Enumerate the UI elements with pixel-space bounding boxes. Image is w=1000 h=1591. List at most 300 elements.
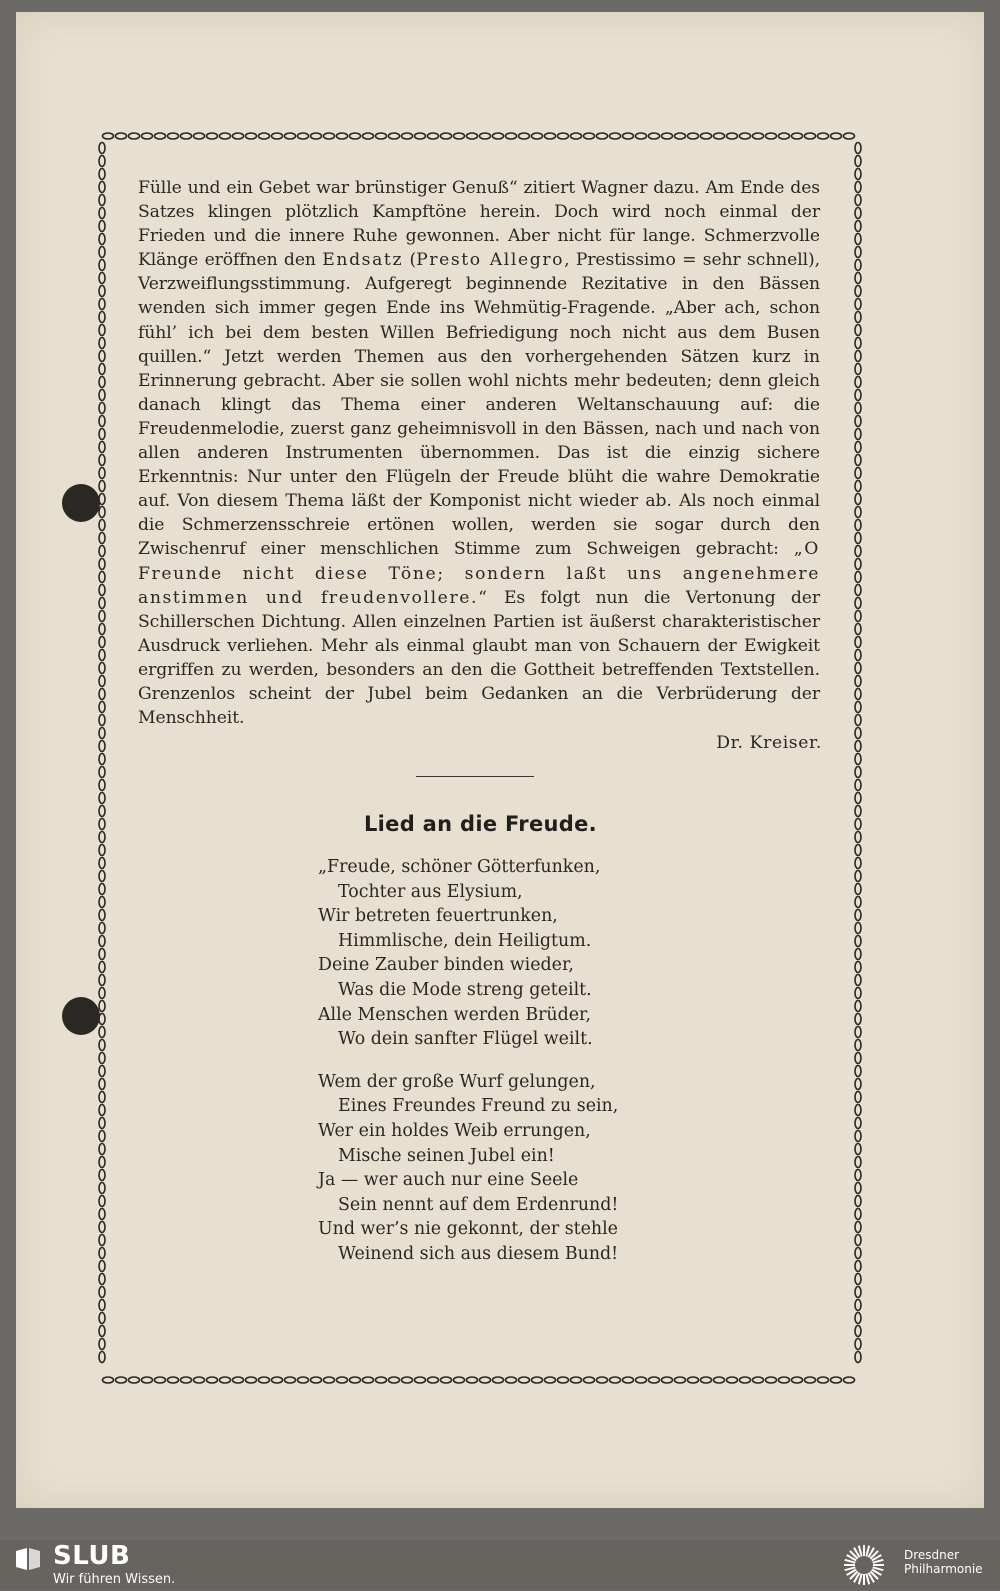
border-chain-link — [844, 1377, 855, 1383]
border-chain-link — [855, 247, 861, 258]
border-chain-link — [99, 1339, 105, 1350]
border-chain-link — [99, 767, 105, 778]
border-chain-link — [99, 377, 105, 388]
logo-ray — [873, 1567, 884, 1570]
border-chain-link — [855, 442, 861, 453]
border-chain-link — [855, 650, 861, 661]
border-chain-link — [99, 650, 105, 661]
border-chain-link — [688, 133, 699, 139]
border-chain-link — [805, 133, 816, 139]
border-chain-link — [855, 1274, 861, 1285]
border-chain-link — [855, 754, 861, 765]
border-chain-link — [99, 1066, 105, 1077]
border-chain-link — [99, 1053, 105, 1064]
border-chain-link — [233, 1377, 244, 1383]
border-chain-link — [220, 133, 231, 139]
poem-line: Alle Menschen werden Brüder, — [318, 1004, 591, 1025]
border-chain-link — [855, 845, 861, 856]
border-chain-link — [701, 1377, 712, 1383]
philharmonie-name-line-2: Philharmonie — [904, 1562, 983, 1576]
border-chain-link — [99, 1222, 105, 1233]
border-chain-link — [116, 1377, 127, 1383]
border-chain-link — [855, 429, 861, 440]
border-chain-link — [792, 133, 803, 139]
border-chain-link — [99, 1157, 105, 1168]
border-chain-link — [545, 1377, 556, 1383]
border-chain-link — [428, 1377, 439, 1383]
border-chain-link — [99, 312, 105, 323]
border-chain-link — [337, 1377, 348, 1383]
prose-part-3: , Prestissimo = sehr schnell), Verzweiflungsstimmung. Aufgeregt beginnende Rezitative in den Bässen wenden sich immer gegen Ende ins Wehmütig-Fragende. „Aber ach, schon fühl’ ich bei dem besten Willen Befriedigung noch nicht aus dem Busen quillen.“ Jetzt werden Themen aus den vorhergehenden Sätzen kurz in Erinnerung gebracht. Aber sie sollen wohl nichts mehr bedeuten; denn gleich danach klingt das Thema einer anderen Weltanschauung auf: die Freudenmelodie, zuerst ganz geheimnisvoll in den Bässen, nach und nach von allen anderen Instrumenten übernommen. Das ist die einzig sichere Erkenntnis: Nur unter den Flügeln der Freude blüht die wahre Demokratie auf. Von diesem Thema läßt der Komponist nicht wieder ab. Als noch einmal die Schmerzensschreie ertönen wollen, werden sie sogar durch den Zwischenruf einer menschlichen Stimme zum Schweigen gebracht: — [138, 250, 820, 560]
border-chain-link — [129, 1377, 140, 1383]
border-chain-link — [662, 1377, 673, 1383]
border-chain-link — [99, 1131, 105, 1142]
border-chain-link — [855, 403, 861, 414]
border-chain-link — [480, 133, 491, 139]
border-chain-link — [855, 377, 861, 388]
border-chain-link — [855, 1248, 861, 1259]
logo-ray — [859, 1574, 862, 1585]
border-chain-link — [740, 133, 751, 139]
border-chain-link — [99, 221, 105, 232]
logo-ray — [866, 1546, 869, 1557]
border-chain-link — [855, 910, 861, 921]
border-chain-link — [855, 1040, 861, 1051]
border-chain-link — [181, 1377, 192, 1383]
border-chain-link — [168, 133, 179, 139]
poem-line: Ja — wer auch nur eine Seele — [318, 1170, 579, 1191]
border-chain-link — [792, 1377, 803, 1383]
border-chain-link — [99, 624, 105, 635]
border-chain-link — [311, 1377, 322, 1383]
border-chain-link — [99, 910, 105, 921]
border-chain-link — [99, 208, 105, 219]
border-chain-link — [855, 1183, 861, 1194]
border-chain-link — [649, 1377, 660, 1383]
poem-stanza-2 — [318, 1070, 718, 1267]
border-chain-link — [99, 1118, 105, 1129]
poem-title: Lied an die Freude. — [364, 812, 597, 836]
border-chain-link — [545, 133, 556, 139]
border-chain-link — [99, 468, 105, 479]
border-chain-link — [99, 156, 105, 167]
border-chain-link — [558, 133, 569, 139]
border-chain-link — [99, 1287, 105, 1298]
slub-logo-icon[interactable] — [14, 1545, 42, 1577]
border-chain-link — [855, 169, 861, 180]
border-chain-link — [285, 1377, 296, 1383]
border-chain-link — [207, 1377, 218, 1383]
logo-ray — [845, 1567, 856, 1570]
border-chain-link — [467, 133, 478, 139]
border-chain-link — [855, 468, 861, 479]
border-chain-link — [855, 1014, 861, 1025]
border-chain-link — [753, 1377, 764, 1383]
program-note-paragraph — [138, 176, 820, 730]
border-chain-link — [855, 1222, 861, 1233]
border-chain-link — [99, 299, 105, 310]
border-chain-link — [855, 260, 861, 271]
logo-ray — [873, 1560, 884, 1563]
border-chain-link — [855, 1300, 861, 1311]
border-chain-link — [855, 520, 861, 531]
border-chain-link — [99, 897, 105, 908]
border-chain-link — [99, 611, 105, 622]
border-chain-link — [99, 1300, 105, 1311]
border-chain-link — [855, 221, 861, 232]
punch-hole-lower — [62, 997, 100, 1035]
border-chain-link — [99, 975, 105, 986]
border-chain-link — [441, 1377, 452, 1383]
border-chain-link — [855, 962, 861, 973]
border-chain-link — [99, 1196, 105, 1207]
border-chain-link — [99, 676, 105, 687]
border-chain-link — [855, 702, 861, 713]
border-chain-link — [99, 234, 105, 245]
border-chain-link — [855, 234, 861, 245]
border-chain-link — [298, 1377, 309, 1383]
border-chain-link — [571, 133, 582, 139]
border-chain-link — [493, 133, 504, 139]
border-chain-link — [855, 728, 861, 739]
border-chain-link — [623, 1377, 634, 1383]
border-chain-link — [855, 1235, 861, 1246]
poem-line: Was die Mode streng geteilt. — [338, 979, 592, 1000]
border-chain-link — [99, 845, 105, 856]
border-chain-link — [298, 133, 309, 139]
border-chain-link — [168, 1377, 179, 1383]
border-chain-link — [99, 338, 105, 349]
poem-line: Wo dein sanfter Flügel weilt. — [338, 1029, 593, 1050]
border-chain-link — [675, 133, 686, 139]
border-chain-link — [99, 364, 105, 375]
section-divider — [416, 776, 534, 777]
border-chain-link — [855, 1001, 861, 1012]
border-chain-link — [855, 949, 861, 960]
border-chain-link — [855, 676, 861, 687]
border-chain-link — [506, 1377, 517, 1383]
border-chain-link — [610, 1377, 621, 1383]
border-chain-link — [155, 133, 166, 139]
border-chain-link — [99, 1144, 105, 1155]
border-chain-link — [855, 182, 861, 193]
border-chain-link — [99, 494, 105, 505]
border-chain-link — [855, 988, 861, 999]
border-chain-link — [855, 806, 861, 817]
border-chain-link — [740, 1377, 751, 1383]
border-chain-link — [855, 481, 861, 492]
border-chain-link — [99, 260, 105, 271]
prose-part-4: Es folgt nun die Vertonung der Schillerschen Dichtung. Allen einzelnen Partien ist äußerst charakteristischer Ausdruck verliehen. Mehr als einmal glaubt man von Schauern der Ewigkeit ergriffen zu werden, besonders an den die Gottheit betreffenden Textstellen. Grenzenlos scheint der Jubel beim Gedanken an die Verbrüderung der Menschheit. — [138, 587, 820, 729]
philharmonie-logo-icon[interactable] — [842, 1543, 894, 1591]
border-chain-link — [99, 1274, 105, 1285]
poem-line: Wir betreten feuertrunken, — [318, 906, 558, 927]
border-chain-link — [675, 1377, 686, 1383]
border-chain-link — [99, 442, 105, 453]
border-chain-link — [558, 1377, 569, 1383]
border-chain-link — [207, 133, 218, 139]
logo-ray — [859, 1546, 862, 1557]
border-chain-link — [99, 715, 105, 726]
border-chain-link — [246, 1377, 257, 1383]
border-chain-link — [285, 133, 296, 139]
border-chain-link — [855, 858, 861, 869]
border-chain-link — [623, 133, 634, 139]
border-chain-link — [99, 1235, 105, 1246]
border-chain-link — [855, 1287, 861, 1298]
border-chain-link — [99, 884, 105, 895]
border-chain-link — [324, 1377, 335, 1383]
border-chain-link — [855, 1326, 861, 1337]
poem-line: Eines Freundes Freund zu sein, — [338, 1096, 619, 1117]
border-chain-link — [855, 741, 861, 752]
border-chain-link — [662, 133, 673, 139]
border-chain-link — [493, 1377, 504, 1383]
border-chain-link — [259, 133, 270, 139]
border-chain-link — [855, 1313, 861, 1324]
poem-line: Tochter aus Elysium, — [338, 881, 523, 902]
border-chain-link — [350, 1377, 361, 1383]
border-chain-link — [337, 133, 348, 139]
border-chain-link — [855, 767, 861, 778]
border-chain-link — [350, 133, 361, 139]
border-chain-link — [99, 1248, 105, 1259]
philharmonie-name-line-1: Dresdner — [904, 1548, 960, 1562]
border-chain-link — [99, 1092, 105, 1103]
border-chain-link — [272, 133, 283, 139]
border-chain-link — [855, 884, 861, 895]
border-chain-link — [99, 793, 105, 804]
border-chain-link — [844, 133, 855, 139]
border-chain-link — [246, 133, 257, 139]
border-chain-link — [220, 1377, 231, 1383]
border-chain-link — [389, 133, 400, 139]
border-chain-link — [99, 559, 105, 570]
poem-line: Wer ein holdes Weib errungen, — [318, 1120, 591, 1141]
border-chain-link — [99, 689, 105, 700]
border-chain-link — [233, 133, 244, 139]
border-chain-link — [99, 702, 105, 713]
program-note-text — [138, 176, 820, 730]
border-chain-link — [103, 133, 114, 139]
border-chain-link — [428, 133, 439, 139]
border-chain-link — [99, 1352, 105, 1363]
border-chain-link — [855, 663, 861, 674]
border-chain-link — [99, 533, 105, 544]
border-chain-link — [259, 1377, 270, 1383]
border-chain-link — [584, 133, 595, 139]
border-chain-link — [480, 1377, 491, 1383]
border-chain-link — [855, 689, 861, 700]
border-chain-link — [99, 871, 105, 882]
border-chain-link — [194, 1377, 205, 1383]
border-chain-link — [855, 1261, 861, 1272]
border-chain-link — [805, 1377, 816, 1383]
border-chain-link — [99, 1209, 105, 1220]
poem-line: Weinend sich aus diesem Bund! — [338, 1243, 619, 1264]
border-chain-link — [855, 299, 861, 310]
border-chain-link — [99, 520, 105, 531]
border-chain-link — [855, 1053, 861, 1064]
border-chain-link — [855, 585, 861, 596]
border-chain-link — [855, 533, 861, 544]
border-chain-link — [376, 133, 387, 139]
border-chain-link — [103, 1377, 114, 1383]
border-chain-link — [99, 390, 105, 401]
border-chain-link — [519, 1377, 530, 1383]
border-chain-link — [727, 1377, 738, 1383]
poem-line: Deine Zauber binden wieder, — [318, 955, 574, 976]
poem-line: Sein nennt auf dem Erdenrund! — [338, 1194, 619, 1215]
poem-line: Mische seinen Jubel ein! — [338, 1145, 555, 1166]
border-chain-link — [99, 572, 105, 583]
border-chain-link — [818, 1377, 829, 1383]
border-chain-link — [855, 923, 861, 934]
border-chain-link — [636, 1377, 647, 1383]
poem-line: Wem der große Wurf gelungen, — [318, 1071, 596, 1092]
border-chain-link — [855, 364, 861, 375]
border-chain-link — [855, 637, 861, 648]
prose-quote: „O Freunde nicht diese Töne; sondern laßt uns angenehmere anstimmen und freudenvollere.“ — [138, 539, 820, 608]
border-chain-link — [855, 1092, 861, 1103]
border-chain-link — [831, 1377, 842, 1383]
border-chain-link — [454, 133, 465, 139]
border-chain-link — [363, 133, 374, 139]
philharmonie-name[interactable] — [904, 1548, 1000, 1576]
border-chain-link — [714, 133, 725, 139]
border-chain-link — [99, 1105, 105, 1116]
border-chain-link — [855, 312, 861, 323]
prose-part-1: Fülle und ein Gebet war brünstiger Genuß“ zitiert Wagner dazu. Am Ende des Satzes klingen plötzlich Kampftöne herein. Doch wird noch einmal der Frieden und die innere Ruhe gewonnen. Aber nicht für lange. Schmerzvolle Klänge eröffnen den — [138, 178, 820, 271]
border-chain-link — [415, 133, 426, 139]
border-chain-link — [99, 663, 105, 674]
prose-endsatz: Endsatz — [322, 250, 404, 271]
border-chain-link — [855, 1105, 861, 1116]
border-chain-link — [519, 133, 530, 139]
border-chain-link — [99, 949, 105, 960]
border-chain-link — [99, 481, 105, 492]
border-chain-link — [99, 962, 105, 973]
border-chain-link — [779, 133, 790, 139]
border-chain-link — [649, 133, 660, 139]
border-chain-link — [818, 133, 829, 139]
border-chain-link — [855, 273, 861, 284]
border-chain-link — [99, 247, 105, 258]
border-chain-link — [181, 133, 192, 139]
border-chain-link — [99, 1001, 105, 1012]
poem-body — [318, 855, 718, 1285]
border-chain-link — [99, 936, 105, 947]
author-signature: Dr. Kreiser. — [716, 733, 822, 753]
border-chain-link — [855, 338, 861, 349]
border-chain-link — [855, 1352, 861, 1363]
border-chain-link — [855, 143, 861, 154]
border-chain-link — [766, 133, 777, 139]
border-chain-link — [311, 133, 322, 139]
border-chain-link — [441, 133, 452, 139]
border-chain-link — [855, 598, 861, 609]
border-chain-link — [855, 1196, 861, 1207]
border-chain-link — [99, 806, 105, 817]
border-chain-link — [571, 1377, 582, 1383]
border-chain-link — [99, 741, 105, 752]
border-chain-link — [855, 1339, 861, 1350]
border-chain-link — [99, 325, 105, 336]
logo-ray — [845, 1560, 856, 1563]
border-chain-link — [99, 858, 105, 869]
border-chain-link — [855, 793, 861, 804]
border-chain-link — [597, 1377, 608, 1383]
border-chain-link — [855, 1157, 861, 1168]
border-chain-link — [855, 416, 861, 427]
border-chain-link — [855, 1209, 861, 1220]
border-chain-link — [99, 585, 105, 596]
border-chain-link — [99, 1027, 105, 1038]
border-chain-link — [99, 546, 105, 557]
border-chain-link — [855, 611, 861, 622]
border-chain-link — [99, 1040, 105, 1051]
border-chain-link — [855, 494, 861, 505]
poem-stanza-1 — [318, 855, 718, 1052]
border-chain-link — [376, 1377, 387, 1383]
border-chain-link — [99, 273, 105, 284]
border-chain-link — [855, 572, 861, 583]
slub-brand[interactable]: SLUB — [53, 1541, 131, 1571]
border-chain-link — [99, 1261, 105, 1272]
border-chain-link — [688, 1377, 699, 1383]
border-chain-link — [855, 351, 861, 362]
border-chain-link — [467, 1377, 478, 1383]
border-chain-link — [855, 780, 861, 791]
border-chain-link — [855, 546, 861, 557]
border-chain-link — [363, 1377, 374, 1383]
border-chain-link — [855, 156, 861, 167]
border-chain-link — [142, 133, 153, 139]
border-chain-link — [99, 923, 105, 934]
border-chain-link — [99, 1014, 105, 1025]
border-chain-link — [855, 390, 861, 401]
border-chain-link — [855, 1079, 861, 1090]
border-chain-link — [855, 832, 861, 843]
border-chain-link — [99, 754, 105, 765]
border-chain-link — [129, 133, 140, 139]
border-chain-link — [99, 1183, 105, 1194]
border-chain-link — [402, 1377, 413, 1383]
border-chain-link — [99, 988, 105, 999]
border-chain-link — [99, 637, 105, 648]
border-chain-link — [99, 1079, 105, 1090]
border-chain-link — [855, 1118, 861, 1129]
border-chain-link — [324, 133, 335, 139]
border-chain-link — [831, 133, 842, 139]
border-chain-link — [506, 133, 517, 139]
border-chain-link — [116, 133, 127, 139]
border-chain-link — [99, 455, 105, 466]
border-chain-link — [454, 1377, 465, 1383]
border-chain-link — [855, 715, 861, 726]
border-chain-link — [727, 133, 738, 139]
border-chain-link — [99, 403, 105, 414]
border-chain-link — [753, 133, 764, 139]
border-chain-link — [99, 286, 105, 297]
border-chain-link — [194, 133, 205, 139]
border-chain-link — [855, 559, 861, 570]
border-chain-link — [855, 871, 861, 882]
border-chain-link — [855, 936, 861, 947]
border-chain-link — [99, 507, 105, 518]
border-chain-link — [99, 832, 105, 843]
border-chain-link — [855, 1170, 861, 1181]
